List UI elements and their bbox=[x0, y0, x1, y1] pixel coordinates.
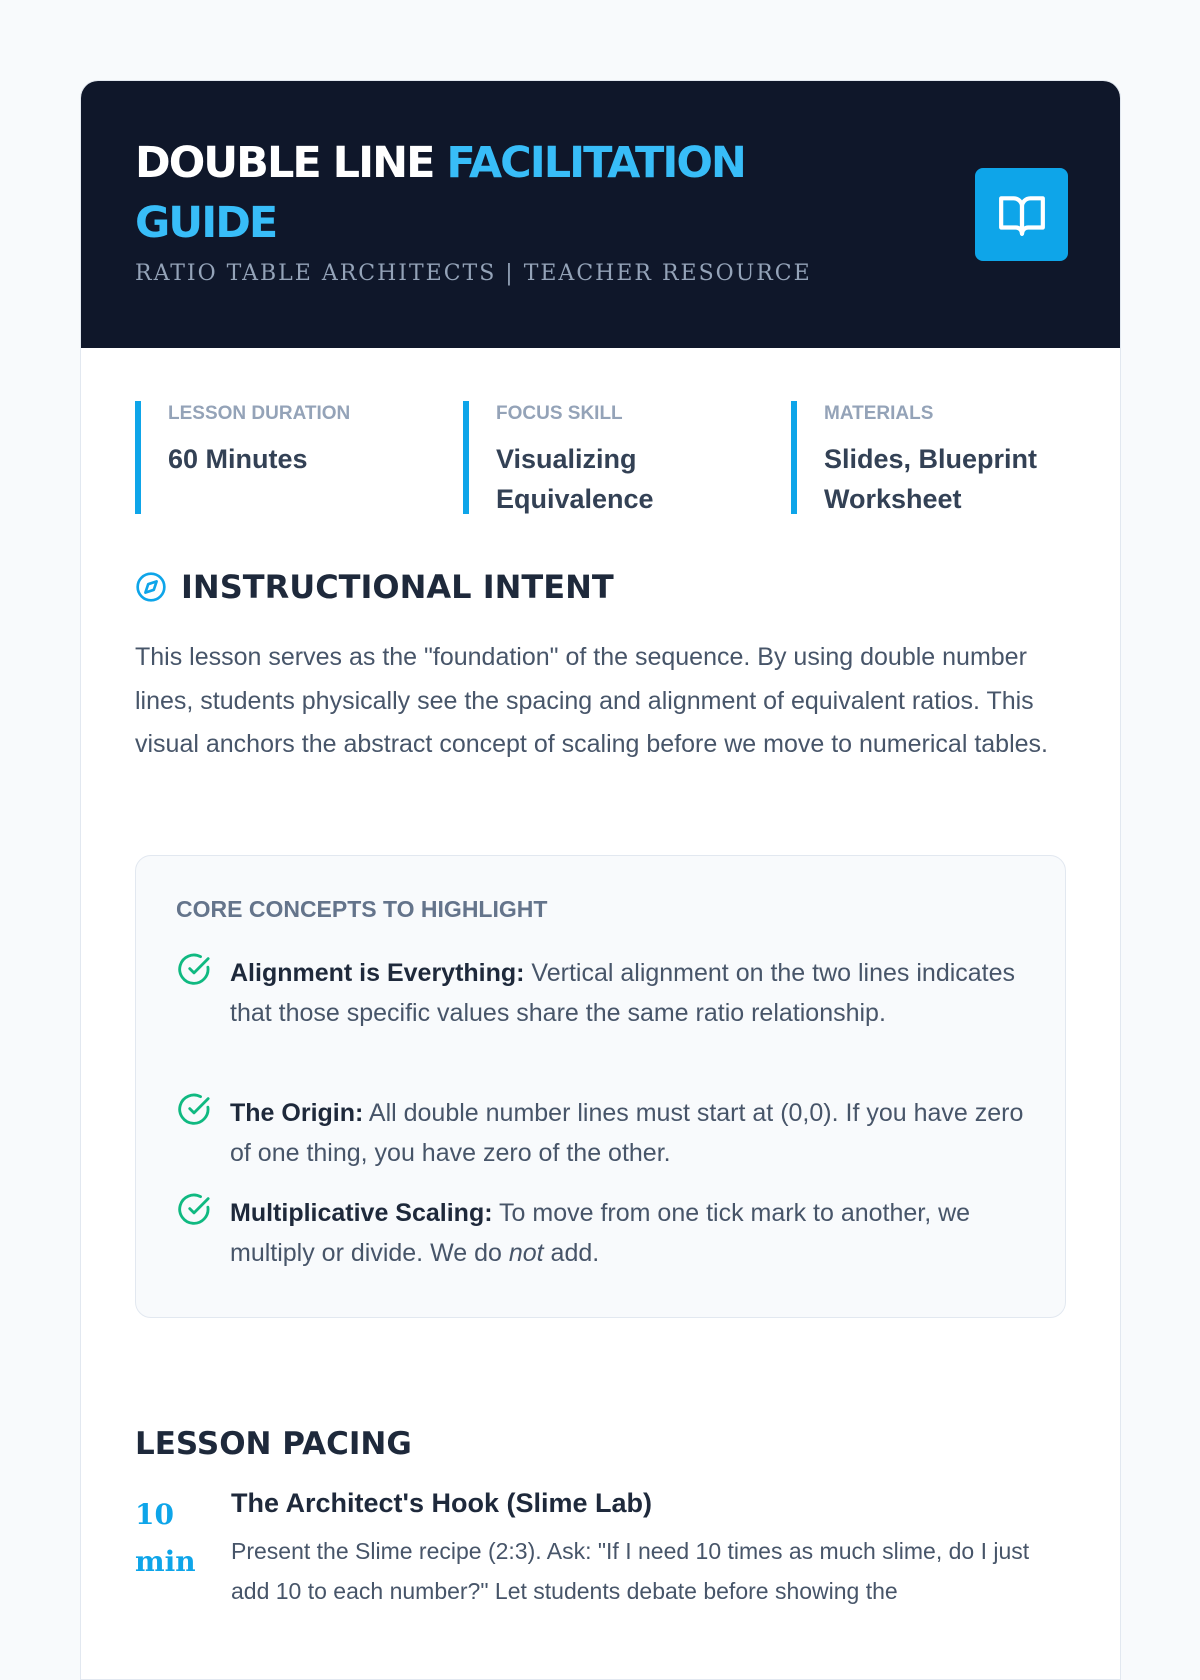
book-button[interactable] bbox=[975, 168, 1068, 261]
intent-paragraph: This lesson serves as the "foundation" of the sequence. By using double number lines, students physically see the spacing and alignment of equivalent ratios. This visual anchors the abstract concept of scaling before we move to numerical tables. bbox=[135, 643, 1048, 758]
title-main: DOUBLE LINE bbox=[135, 138, 447, 188]
concept-item bbox=[176, 1193, 1036, 1273]
facilitation-guide-card bbox=[80, 80, 1121, 1680]
concept-text bbox=[230, 953, 1036, 1033]
pacing-step-description: Present the Slime recipe (2:3). Ask: "If I need 10 times as much slime, do I just add 10 to each number?" Let students debate before showing the bbox=[231, 1538, 1030, 1604]
concept-desc: Vertical alignment on the two lines indicates that those specific values share the same ratio relationship. bbox=[230, 959, 1016, 1027]
meta-focus-skill bbox=[463, 401, 763, 514]
intent-heading bbox=[135, 568, 614, 606]
meta-duration bbox=[135, 401, 435, 514]
book-open-icon bbox=[997, 190, 1047, 240]
meta-value: 60 Minutes bbox=[168, 444, 308, 474]
concept-emphasis: not bbox=[508, 1239, 544, 1267]
concept-desc-end: add. bbox=[543, 1239, 600, 1267]
title-accent: FACILITATION GUIDE bbox=[135, 138, 745, 248]
meta-value: Visualizing Equivalence bbox=[496, 444, 654, 514]
check-circle-icon bbox=[176, 953, 212, 987]
core-concepts-box bbox=[135, 855, 1066, 1318]
page-subtitle: RATIO TABLE ARCHITECTS | TEACHER RESOURCE bbox=[135, 261, 812, 286]
meta-label: MATERIALS bbox=[824, 403, 934, 424]
concept-item bbox=[176, 1093, 1036, 1173]
meta-value: Slides, Blueprint Worksheet bbox=[824, 444, 1038, 514]
concept-name: Multiplicative Scaling: bbox=[230, 1199, 493, 1227]
concept-name: The Origin: bbox=[230, 1099, 364, 1127]
concept-desc: To move from one tick mark to another, we multiply or divide. We do bbox=[230, 1199, 971, 1267]
concept-item bbox=[176, 953, 1036, 1033]
compass-icon bbox=[135, 571, 167, 603]
concept-name: Alignment is Everything: bbox=[230, 959, 525, 987]
meta-label: LESSON DURATION bbox=[168, 403, 351, 424]
check-circle-icon bbox=[176, 1193, 212, 1227]
concept-text bbox=[230, 1093, 1036, 1173]
concepts-title: CORE CONCEPTS TO HIGHLIGHT bbox=[176, 896, 548, 922]
intent-title: INSTRUCTIONAL INTENT bbox=[181, 568, 614, 606]
concept-text bbox=[230, 1193, 1036, 1273]
guide-header bbox=[81, 81, 1121, 348]
pacing-step-title: The Architect's Hook (Slime Lab) bbox=[231, 1488, 652, 1518]
pacing-heading: LESSON PACING bbox=[135, 1426, 412, 1462]
page-title bbox=[135, 133, 895, 253]
meta-materials bbox=[791, 401, 1081, 514]
check-circle-icon bbox=[176, 1093, 212, 1127]
concept-desc: All double number lines must start at (0,0). If you have zero of one thing, you have zero of the other. bbox=[230, 1099, 1024, 1167]
meta-label: FOCUS SKILL bbox=[496, 403, 623, 424]
pacing-step-time: 10 min bbox=[135, 1498, 196, 1578]
